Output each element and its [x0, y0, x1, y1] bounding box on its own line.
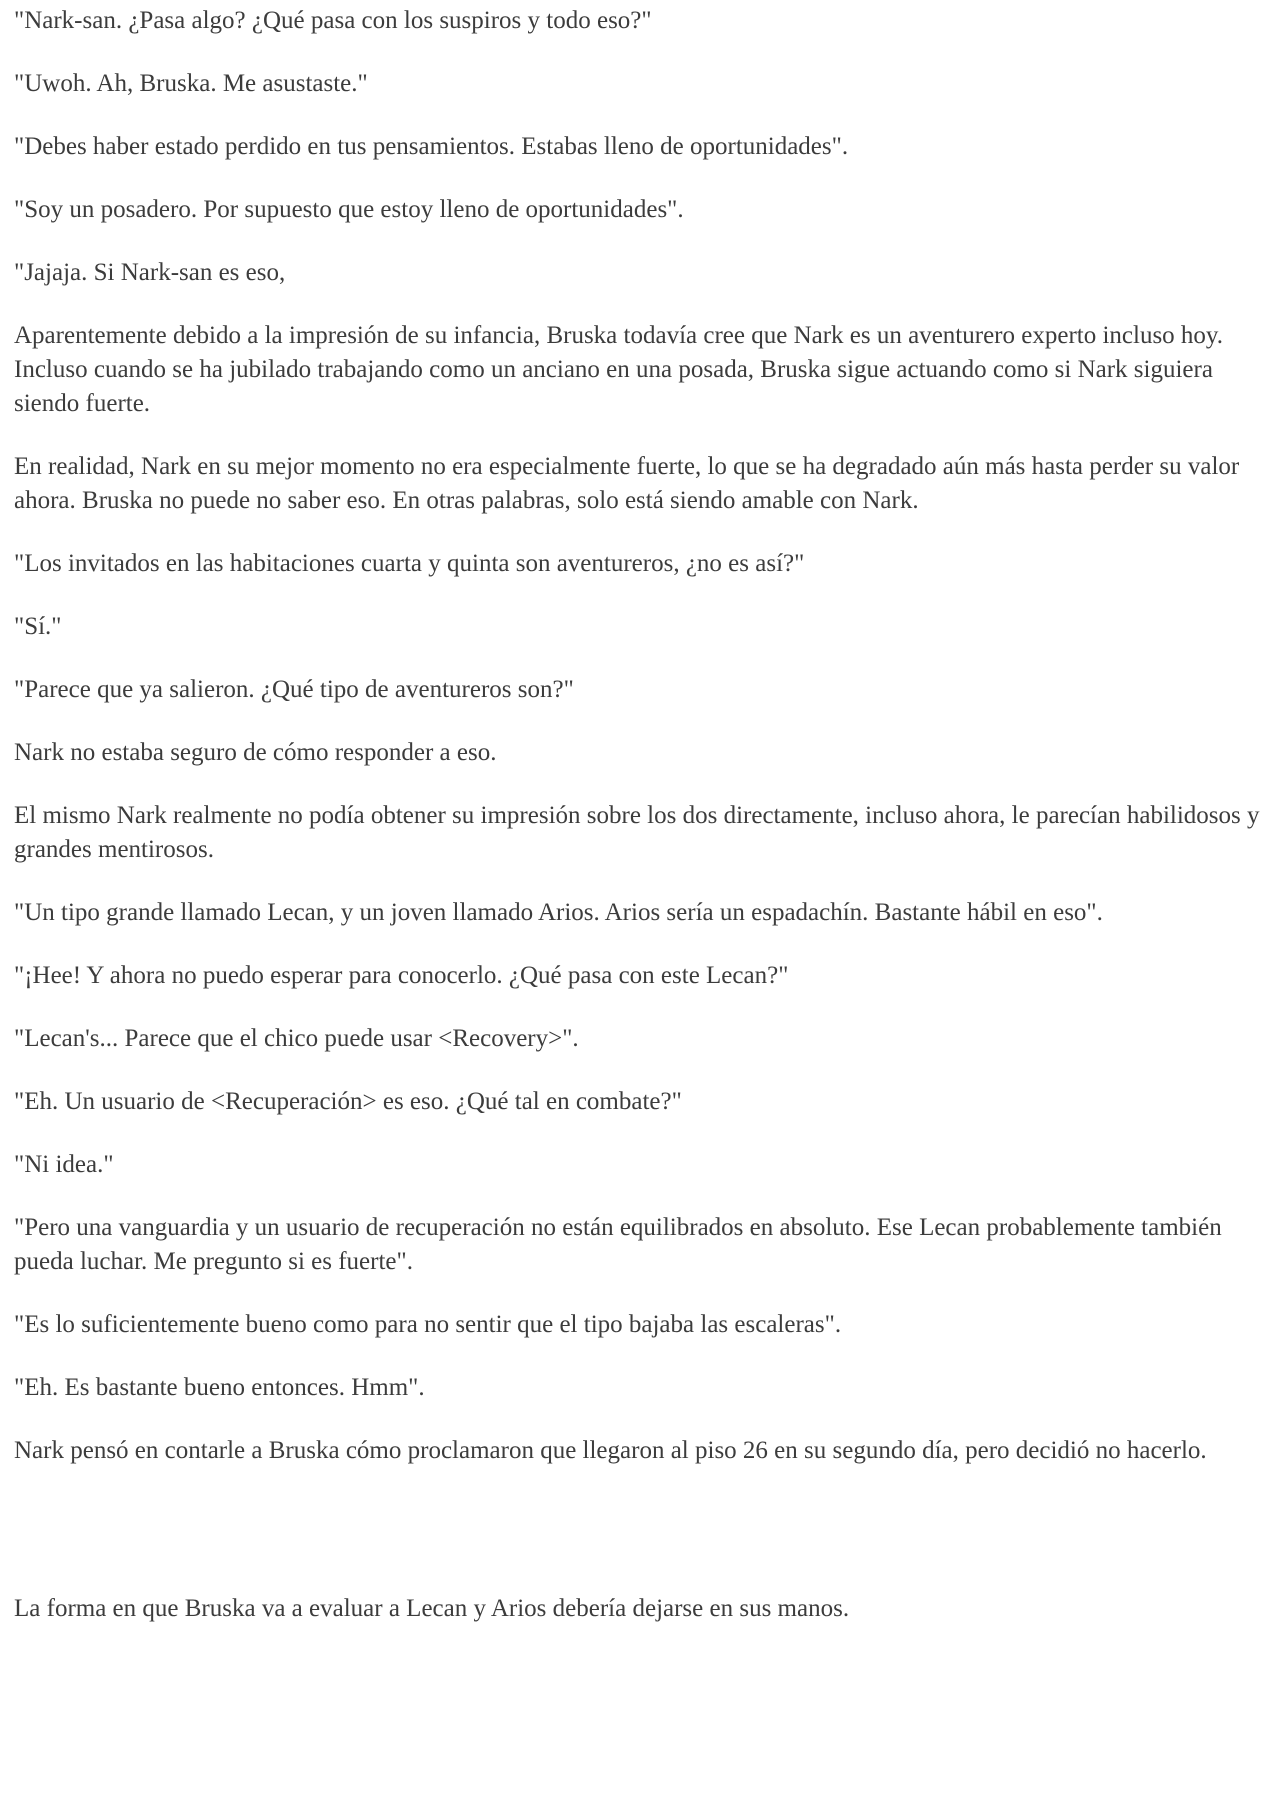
paragraph-18: "Pero una vanguardia y un usuario de recuperación no están equilibrados en absoluto. Ese Lecan probablemente también pueda luchar. Me pregunto si es fuerte".	[14, 1214, 1222, 1275]
paragraph-13: "Un tipo grande llamado Lecan, y un joven llamado Arios. Arios sería un espadachín. Bastante hábil en eso".	[14, 899, 1103, 926]
paragraph-7: En realidad, Nark en su mejor momento no era especialmente fuerte, lo que se ha degradado aún más hasta perder su valor ahora. Bruska no puede no saber eso. En otras palabras, solo está siendo amable con Nark.	[14, 453, 1240, 514]
paragraph-8: "Los invitados en las habitaciones cuarta y quinta son aventureros, ¿no es así?"	[14, 550, 805, 577]
paragraph-6: Aparentemente debido a la impresión de su infancia, Bruska todavía cree que Nark es un aventurero experto incluso hoy. Incluso cuando se ha jubilado trabajando como un anciano en una posada, Bruska sigue actuando como si Nark siguiera siendo fuerte.	[14, 322, 1224, 417]
document-body	[14, 0, 1276, 1655]
paragraph-21: Nark pensó en contarle a Bruska cómo proclamaron que llegaron al piso 26 en su segundo día, pero decidió no hacerlo.	[14, 1437, 1207, 1464]
paragraph-5: "Jajaja. Si Nark-san es eso,	[14, 259, 286, 286]
paragraph-9: "Sí."	[14, 613, 62, 640]
paragraph-11: Nark no estaba seguro de cómo responder a eso.	[14, 739, 497, 766]
paragraph-10: "Parece que ya salieron. ¿Qué tipo de aventureros son?"	[14, 676, 574, 703]
paragraph-19: "Es lo suficientemente bueno como para no sentir que el tipo bajaba las escaleras".	[14, 1311, 842, 1338]
paragraph-16: "Eh. Un usuario de <Recuperación> es eso. ¿Qué tal en combate?"	[14, 1088, 682, 1115]
paragraph-1: "Nark-san. ¿Pasa algo? ¿Qué pasa con los suspiros y todo eso?"	[14, 7, 652, 34]
paragraph-15: "Lecan's... Parece que el chico puede usar <Recovery>".	[14, 1025, 579, 1052]
paragraph-4: "Soy un posadero. Por supuesto que estoy lleno de oportunidades".	[14, 196, 684, 223]
paragraph-22: La forma en que Bruska va a evaluar a Lecan y Arios debería dejarse en sus manos.	[14, 1595, 850, 1622]
paragraph-14: "¡Hee! Y ahora no puedo esperar para conocerlo. ¿Qué pasa con este Lecan?"	[14, 962, 789, 989]
paragraph-20: "Eh. Es bastante bueno entonces. Hmm".	[14, 1374, 425, 1401]
paragraph-17: "Ni idea."	[14, 1151, 114, 1178]
paragraph-12: El mismo Nark realmente no podía obtener su impresión sobre los dos directamente, incluso ahora, le parecían habilidosos y grandes mentirosos.	[14, 802, 1260, 863]
paragraph-3: "Debes haber estado perdido en tus pensamientos. Estabas lleno de oportunidades".	[14, 133, 849, 160]
paragraph-2: "Uwoh. Ah, Bruska. Me asustaste."	[14, 70, 368, 97]
